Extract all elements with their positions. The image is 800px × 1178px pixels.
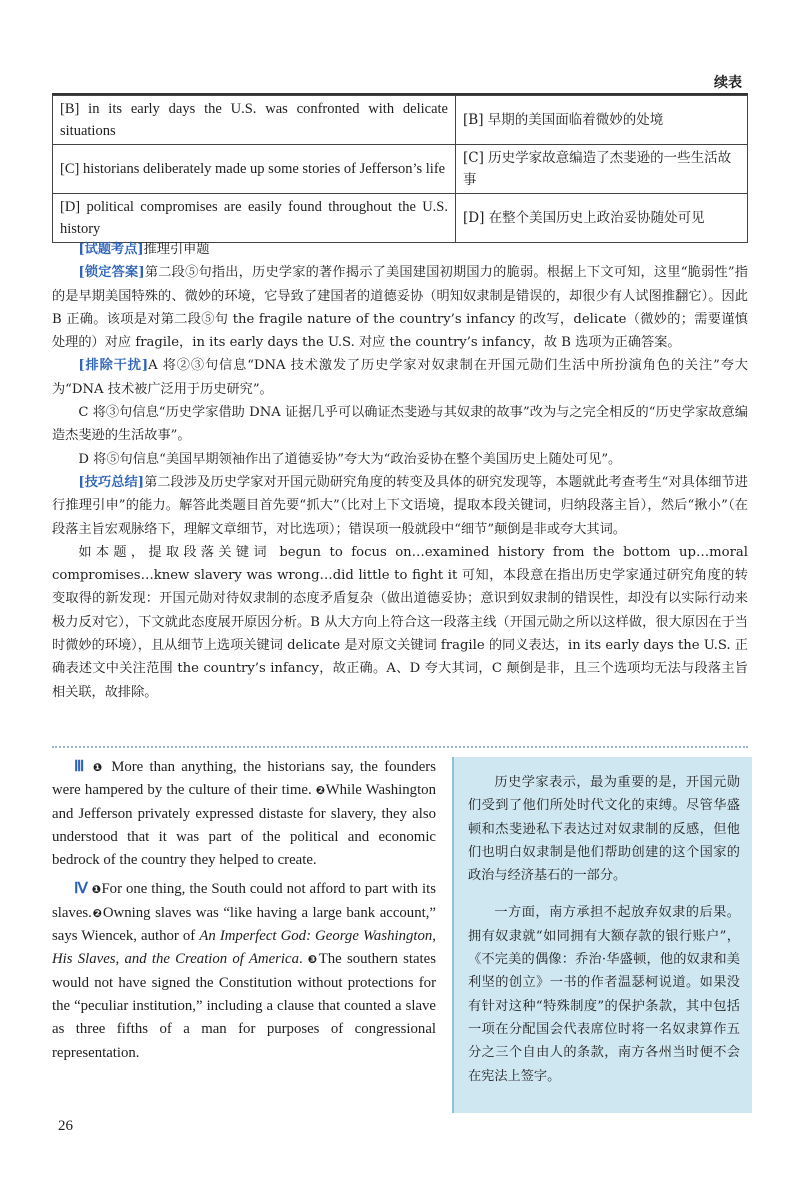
skills-paragraph xyxy=(52,471,748,541)
section-divider xyxy=(52,746,748,748)
table-row xyxy=(53,194,748,243)
sentence-number: ❶ xyxy=(93,761,105,774)
answer-analysis xyxy=(52,238,748,704)
translation-paragraph-3: 历史学家表示，最为重要的是，开国元勋们受到了他们所处时代文化的束缚。尽管华盛顿和杰斐逊私下表达过对奴隶制的反感，但他们也明白奴隶制是他们帮助创建的这个国家的政治与经济基石的一部分。 xyxy=(468,775,740,884)
sentence: The southern states would not have signed the Constitution without protections for the “peculiar institution,” including a clause that counted a slave as three fifths of a man for purposes of congressional representation. xyxy=(52,951,436,1061)
option-b-chinese: [B] 早期的美国面临着微妙的处境 xyxy=(456,96,748,145)
options-table xyxy=(52,95,748,243)
test-point-text: 推理引申题 xyxy=(143,242,210,257)
sentence-number: ❷ xyxy=(91,906,103,920)
option-b-english: [B] in its early days the U.S. was confronted with delicate situations xyxy=(53,96,456,145)
eliminate-label: [排除干扰] xyxy=(78,358,149,374)
sentence-number: ❶ xyxy=(91,883,102,897)
option-d-english: [D] political compromises are easily found throughout the U.S. history xyxy=(53,194,456,243)
answer-text: 第二段⑤句指出，历史学家的著作揭示了美国建国初期国力的脆弱。根据上下文可知，这里“脆弱性”指的是早期美国特殊的、微妙的环境，它导致了建国者的道德妥协（明知奴隶制是错误的，却很少有人试图推翻它）。因此 B 正确。该项是对第二段⑤句 the fragile nature of the country’s infancy 的改写，delicate（微妙的；需要谨慎处理的）对应 fragile，in its early days the U.S. 对应 the country’s infancy，故 B 选项为正确答案。 xyxy=(52,265,748,351)
sentence: More than anything, the historians say, the founders were hampered by the culture of their time. xyxy=(52,759,436,799)
passage-paragraph-4 xyxy=(52,878,436,1064)
paragraph-number: Ⅳ xyxy=(74,881,88,898)
table-row xyxy=(53,96,748,145)
test-point-label: [试题考点] xyxy=(78,242,144,257)
eliminate-paragraph-d: D 将⑤句信息“美国早期领袖作出了道德妥协”夸大为“政治妥协在整个美国历史上随处可见”。 xyxy=(78,451,622,467)
paragraph-number: Ⅲ xyxy=(74,759,87,775)
example-paragraph: 如本题，提取段落关键词 begun to focus on…examined history from the bottom up…moral compromises…knew slavery was wrong…did little to fight it 可知，本段意在指出历史学家通过研究角度的转变取得的新发现：开国元勋对待奴隶制的态度矛盾复杂（做出道德妥协；意识到奴隶制的错误性，却没有以实际行动来极力反对它），下文就此态度展开原因分析。B 从大方向上符合这一段落主线（开国元勋之所以这样做，很大原因在于当时微妙的环境），且从细节上选项关键词 delicate 是对原文关键词 fragile 的同义表达，in its early days the U.S. 正确表述文中关注范围 the country’s infancy，故正确。A、D 夸大其词，C 颠倒是非，且三个选项均无法与段落主旨相关联，故排除。 xyxy=(52,544,748,700)
passage-paragraph-3 xyxy=(52,756,436,872)
sentence: While Washington and Jefferson privately expressed distaste for slavery, they also understood that it was part of the political and economic bedrock of the country they helped to create. xyxy=(52,782,436,869)
sentence-number: ❷ xyxy=(315,784,326,798)
test-point-paragraph xyxy=(52,238,748,261)
continued-table-label: 续表 xyxy=(714,75,742,91)
sentence: . xyxy=(299,951,303,968)
eliminate-a-text: A 将②③句信息“DNA 技术激发了历史学家对奴隶制在开国元勋们生活中所扮演角色的关注”夸大为“DNA 技术被广泛用于历史研究”。 xyxy=(52,358,748,397)
answer-label: [锁定答案] xyxy=(78,265,145,281)
sentence: For one thing, the South could not afford to part with its slaves. xyxy=(52,881,436,921)
eliminate-paragraph-c: C 将③句信息“历史学家借助 DNA 证据几乎可以确证杰斐逊与其奴隶的故事”改为与之完全相反的“历史学家故意编造杰斐逊的生活故事”。 xyxy=(52,405,748,444)
answer-paragraph xyxy=(52,261,748,354)
reading-passage xyxy=(52,756,436,1071)
translation-box xyxy=(452,757,752,1113)
option-c-english: [C] historians deliberately made up some stories of Jefferson’s life xyxy=(53,145,456,194)
translation-paragraph-4: 一方面，南方承担不起放弃奴隶的后果。拥有奴隶就“如同拥有大额存款的银行账户”，《不完美的偶像：乔治·华盛顿，他的奴隶和美利坚的创立》一书的作者温瑟柯说道。如果没有针对这种“特殊制度”的保护条款，其中包括一项在分配国会代表席位时将一名奴隶算作五分之三个自由人的条款，南方各州当时便不会在宪法上签字。 xyxy=(468,905,740,1084)
option-c-chinese: [C] 历史学家故意编造了杰斐逊的一些生活故事 xyxy=(456,145,748,194)
table-row xyxy=(53,145,748,194)
eliminate-paragraph-a xyxy=(52,354,748,401)
skills-text: 第二段涉及历史学家对开国元勋研究角度的转变及具体的研究发现等，本题就此考查考生“对具体细节进行推理引申”的能力。解答此类题目首先要“抓大”（比对上下文语境，提取本段关键词，归纳段落主旨），然后“揪小”（在段落主旨宏观脉络下，理解文章细节，对比选项）；错误项一般就段中“细节”颠倒是非或夸大其词。 xyxy=(52,474,748,537)
sentence-number: ❸ xyxy=(307,953,319,967)
option-d-chinese: [D] 在整个美国历史上政治妥协随处可见 xyxy=(456,194,748,243)
page-number: 26 xyxy=(58,1118,73,1134)
skills-label: [技巧总结] xyxy=(78,474,145,490)
sentence: Owning slaves was “like having a large bank account,” says Wiencek, author of xyxy=(52,904,436,945)
book-title: An Imperfect God: George Washington, His Slaves, and the Creation of America xyxy=(52,928,436,968)
